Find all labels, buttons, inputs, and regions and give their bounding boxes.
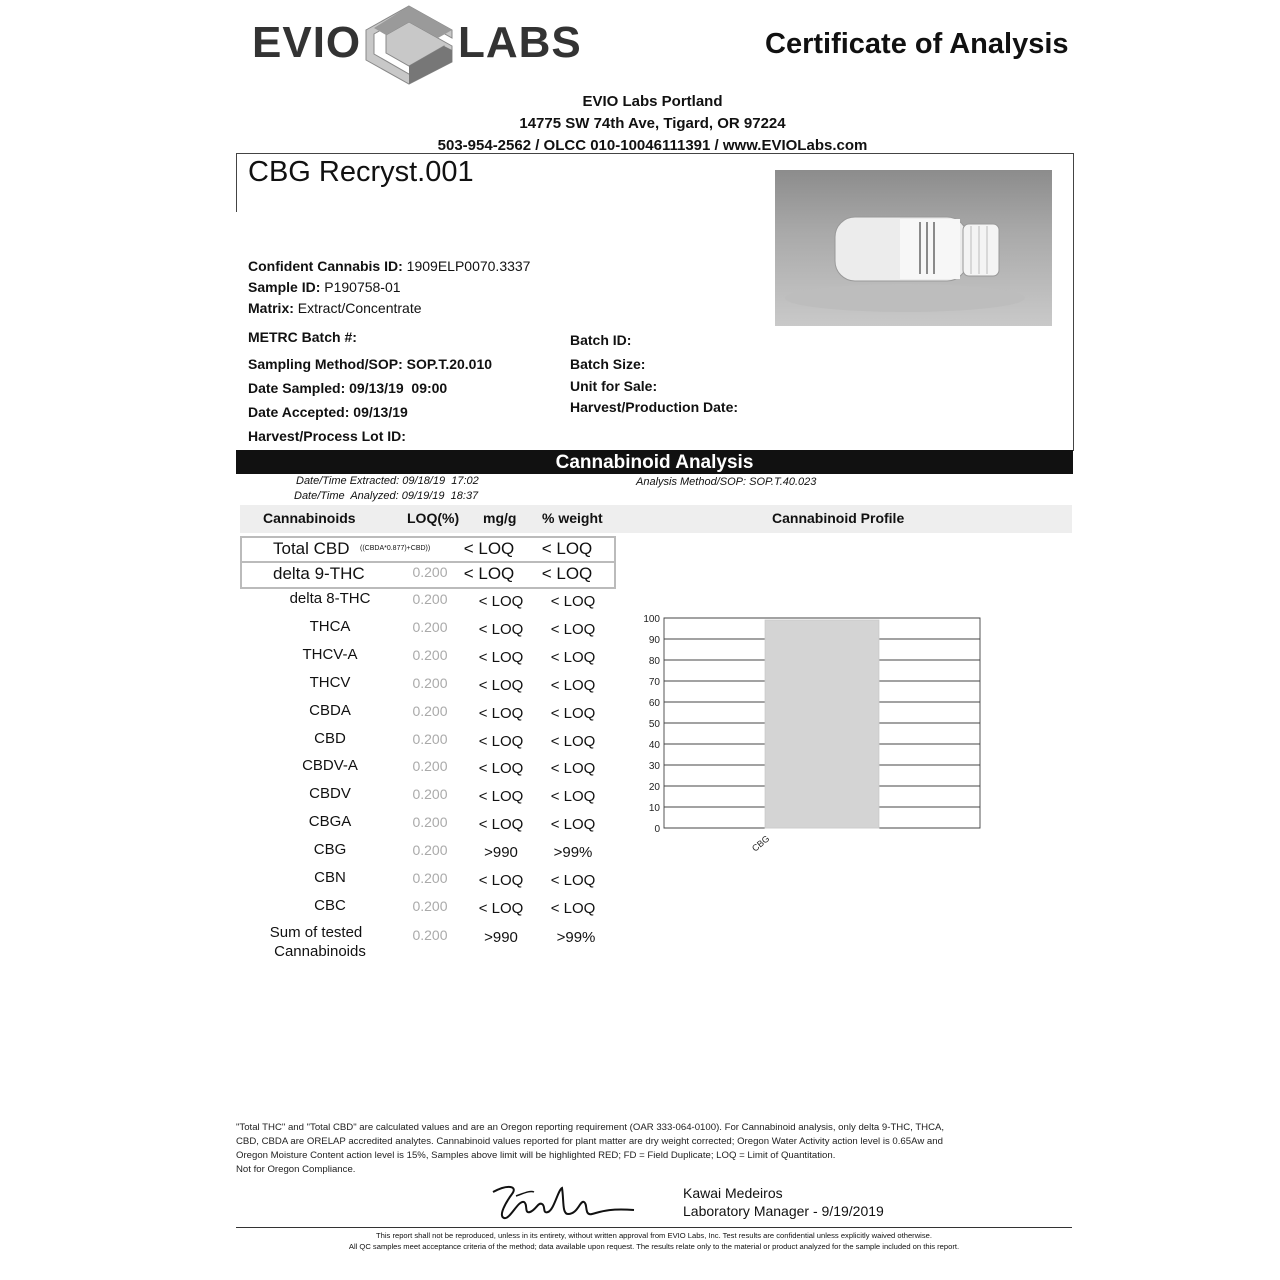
signature-icon: [488, 1180, 638, 1222]
analyzed-label: Date/Time Analyzed:: [294, 490, 399, 502]
cannabinoid-weight: < LOQ: [550, 872, 596, 889]
cannabinoid-mgg: < LOQ: [478, 677, 524, 694]
signer-title: Laboratory Manager - 9/19/2019: [683, 1203, 884, 1219]
lot-field: [248, 428, 406, 444]
cannabinoid-loq: 0.200: [412, 898, 448, 914]
cannabinoid-mgg: < LOQ: [478, 816, 524, 833]
lab-address: 14775 SW 74th Ave, Tigard, OR 97224: [519, 115, 786, 132]
col-mgg: mg/g: [483, 510, 517, 526]
cannabinoid-mgg: < LOQ: [478, 705, 524, 722]
logo-left-text: EVIO: [252, 18, 362, 67]
delta9-weight: < LOQ: [541, 564, 593, 583]
sampling-field: [248, 356, 492, 372]
cannabinoid-weight: < LOQ: [550, 649, 596, 666]
delta9-mgg: < LOQ: [463, 564, 515, 583]
logo-right-text: LABS: [458, 18, 582, 67]
y-tick-label: 10: [648, 803, 660, 814]
date-accepted-field: [248, 404, 408, 420]
cannabinoid-name: CBDV-A: [302, 757, 358, 774]
lot-label: Harvest/Process Lot ID:: [248, 428, 406, 444]
date-sampled-label: Date Sampled:: [248, 380, 346, 396]
sample-id-value: P190758-01: [324, 279, 401, 295]
cannabinoid-profile-chart: [620, 600, 1000, 870]
cannabinoid-weight: < LOQ: [550, 788, 596, 805]
sample-name: CBG Recryst.001: [248, 156, 474, 188]
batch-size-field: [570, 356, 645, 372]
date-accepted-value: 09/13/19: [353, 404, 408, 420]
cannabinoid-loq: 0.200: [412, 619, 448, 635]
y-tick-label: 20: [648, 782, 660, 793]
sample-photo: [775, 170, 1052, 326]
sum-label-2: Cannabinoids: [274, 943, 366, 960]
disclaimer-line-1: This report shall not be reproduced, unless in its entirety, without written approval from EVIO Labs, Inc. Test results are confidential unless explicitly waived otherwise.: [375, 1231, 932, 1240]
y-tick-label: 40: [648, 740, 660, 751]
method-label: Analysis Method/SOP:: [636, 476, 747, 488]
matrix-label: Matrix:: [248, 300, 294, 316]
date-sampled-value: 09/13/19 09:00: [349, 380, 448, 396]
cannabinoid-mgg: < LOQ: [478, 733, 524, 750]
footnote-line-1: "Total THC" and "Total CBD" are calculated values and are an Oregon reporting requirement (OAR 333-064-0100). For Cannabinoid analysis, only delta 9-THC, THCA,: [236, 1122, 945, 1133]
cc-id-label: Confident Cannabis ID:: [248, 258, 403, 274]
delta9-label: delta 9-THC: [273, 564, 365, 583]
total-cbd-label: Total CBD: [273, 539, 350, 558]
method-field: [636, 476, 816, 488]
metrc-field: [248, 329, 357, 345]
harvest-date-label: Harvest/Production Date:: [570, 399, 739, 415]
box-gap: [236, 212, 238, 450]
cannabinoid-name: CBN: [314, 869, 346, 886]
col-profile: Cannabinoid Profile: [772, 510, 905, 526]
cannabinoid-name: THCA: [309, 618, 351, 635]
matrix-value: Extract/Concentrate: [297, 300, 422, 316]
batch-size-label: Batch Size:: [570, 356, 646, 372]
unit-sale-label: Unit for Sale:: [570, 378, 658, 394]
sum-loq: 0.200: [412, 927, 448, 943]
cannabinoid-name: CBDA: [309, 702, 351, 719]
y-tick-label: 30: [648, 761, 660, 772]
cannabinoid-name: CBDV: [309, 785, 351, 802]
cannabinoid-weight: < LOQ: [550, 760, 596, 777]
cannabinoid-name: CBGA: [308, 813, 352, 830]
cannabinoid-weight: < LOQ: [550, 705, 596, 722]
lab-contact: 503-954-2562 / OLCC 010-10046111391 / www.EVIOLabs.com: [437, 137, 868, 154]
col-cannabinoids: Cannabinoids: [263, 510, 356, 526]
sum-weight: >99%: [556, 929, 596, 946]
y-tick-label: 50: [648, 719, 660, 730]
cannabinoid-loq: 0.200: [412, 786, 448, 802]
extracted-field: [296, 475, 479, 487]
batch-id-field: [570, 332, 631, 348]
cannabinoid-mgg: < LOQ: [478, 649, 524, 666]
sampling-value: SOP.T.20.010: [406, 356, 493, 372]
cannabinoid-mgg: >990: [484, 844, 518, 861]
cannabinoid-mgg: < LOQ: [478, 621, 524, 638]
analysis-banner: Cannabinoid Analysis: [236, 450, 1073, 474]
footnote-line-3: Oregon Moisture Content action level is 15%, Samples above limit will be highlighted RED; FD = Field Duplicate; LOQ = Limit of Quantitation.: [236, 1150, 836, 1161]
table-header-bar: [240, 505, 1072, 533]
footer-divider: [236, 1227, 1072, 1228]
cannabinoid-weight: < LOQ: [550, 621, 596, 638]
metrc-label: METRC Batch #:: [248, 329, 357, 345]
y-tick-label: 80: [648, 656, 660, 667]
cannabinoid-name: CBG: [313, 841, 347, 858]
cannabinoid-mgg: < LOQ: [478, 872, 524, 889]
y-tick-label: 60: [648, 698, 660, 709]
cannabinoid-mgg: < LOQ: [478, 593, 524, 610]
y-tick-label: 70: [648, 677, 660, 688]
y-tick-label: 100: [643, 614, 660, 625]
cannabinoid-weight: >99%: [553, 844, 593, 861]
signer-name: Kawai Medeiros: [683, 1185, 783, 1201]
total-cbd-formula: ((CBDA*0.877)+CBD)): [360, 545, 431, 552]
cannabinoid-loq: 0.200: [412, 758, 448, 774]
matrix-field: [248, 300, 422, 316]
cannabinoid-loq: 0.200: [412, 814, 448, 830]
total-cbd-weight: < LOQ: [541, 539, 593, 558]
cc-id-field: [248, 258, 530, 274]
cannabinoid-weight: < LOQ: [550, 677, 596, 694]
unit-sale-field: [570, 378, 657, 394]
cannabinoid-weight: < LOQ: [550, 900, 596, 917]
harvest-date-field: [570, 399, 738, 415]
cannabinoid-loq: 0.200: [412, 703, 448, 719]
cannabinoid-name: THCV-A: [302, 646, 358, 663]
cannabinoid-mgg: < LOQ: [478, 788, 524, 805]
sampling-label: Sampling Method/SOP:: [248, 356, 403, 372]
cc-id-value: 1909ELP0070.3337: [406, 258, 531, 274]
cannabinoid-weight: < LOQ: [550, 816, 596, 833]
extracted-label: Date/Time Extracted:: [296, 475, 400, 487]
x-tick-label: CBG: [749, 833, 772, 854]
bar: [765, 620, 879, 828]
cannabinoid-weight: < LOQ: [550, 593, 596, 610]
cannabinoid-mgg: < LOQ: [478, 900, 524, 917]
y-tick-label: 90: [648, 635, 660, 646]
evio-logo-icon: [364, 4, 454, 86]
cannabinoid-weight: < LOQ: [550, 733, 596, 750]
footnote-line-4: Not for Oregon Compliance.: [236, 1164, 356, 1175]
cannabinoid-name: CBC: [314, 897, 346, 914]
lab-name: EVIO Labs Portland: [582, 93, 723, 110]
cannabinoid-name: CBD: [314, 730, 346, 747]
delta9-loq: 0.200: [412, 564, 448, 580]
cannabinoid-loq: 0.200: [412, 591, 448, 607]
analyzed-field: [294, 490, 478, 502]
total-cbd-mgg: < LOQ: [463, 539, 515, 558]
analyzed-value: 09/19/19 18:37: [401, 490, 479, 502]
cannabinoid-loq: 0.200: [412, 870, 448, 886]
y-tick-label: 0: [654, 824, 660, 835]
method-value: SOP.T.40.023: [749, 476, 817, 488]
vial-icon: [775, 170, 1052, 326]
col-loq: LOQ(%): [407, 510, 460, 526]
sample-id-label: Sample ID:: [248, 279, 321, 295]
cannabinoid-loq: 0.200: [412, 647, 448, 663]
batch-id-label: Batch ID:: [570, 332, 632, 348]
extracted-value: 09/18/19 17:02: [402, 475, 479, 487]
date-accepted-label: Date Accepted:: [248, 404, 350, 420]
sum-mgg: >990: [484, 929, 518, 946]
cannabinoid-mgg: < LOQ: [478, 760, 524, 777]
cannabinoid-loq: 0.200: [412, 731, 448, 747]
date-sampled-field: [248, 380, 447, 396]
cannabinoid-loq: 0.200: [412, 675, 448, 691]
footnote-line-2: CBD, CBDA are ORELAP accredited analytes. Cannabinoid values reported for plant matter are dry weight corrected; Oregon Water Activity action level is 0.65Aw and: [236, 1136, 943, 1147]
cannabinoid-name: delta 8-THC: [289, 590, 371, 607]
cannabinoid-name: THCV: [309, 674, 351, 691]
document-title: Certificate of Analysis: [765, 28, 1069, 60]
disclaimer-line-2: All QC samples meet acceptance criteria of the method; data available upon request. The results relate only to the material or product analyzed for the sample included on this report.: [348, 1242, 960, 1251]
sample-id-field: [248, 279, 401, 295]
sum-label-1: Sum of tested: [269, 924, 363, 941]
col-weight: % weight: [542, 510, 603, 526]
cannabinoid-loq: 0.200: [412, 842, 448, 858]
